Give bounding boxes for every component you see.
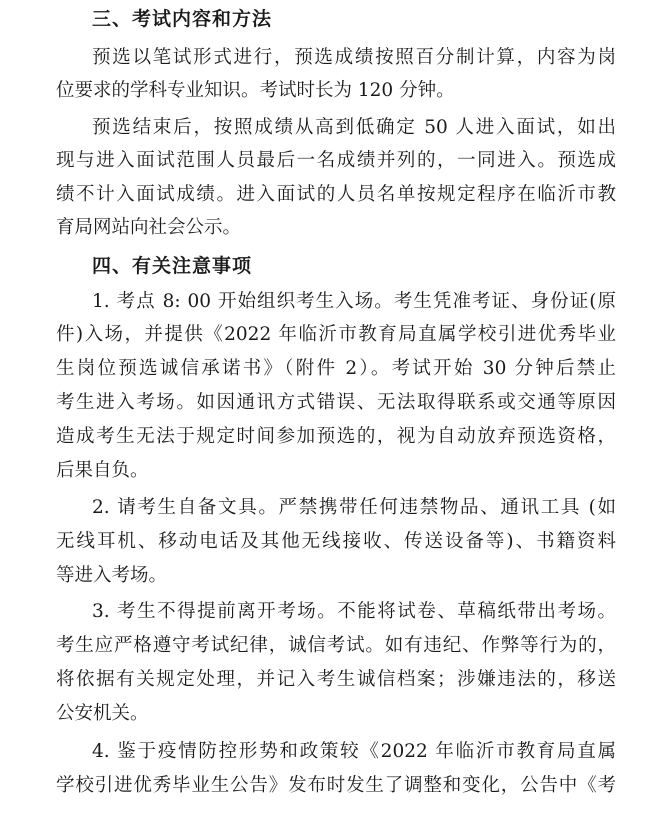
paragraph-line: 公安机关。 [56, 703, 149, 724]
paragraph-line: 预选以笔试形式进行，预选成绩按照百分制计算，内容为岗 [92, 47, 616, 68]
paragraph-line: 生岗位预选诚信承诺书》（附件 2）。考试开始 30 分钟后禁止 [56, 358, 616, 379]
paragraph-line: 位要求的学科专业知识。考试时长为 120 分钟。 [56, 80, 455, 101]
paragraph-line: 后果自负。 [56, 460, 149, 481]
paragraph-line: 学校引进优秀毕业生公告》发布时发生了调整和变化，公告中《考 [56, 775, 616, 796]
paragraph-line: 育局网站向社会公示。 [56, 217, 242, 238]
paragraph-line: 现与进入面试范围人员最后一名成绩并列的，一同进入。预选成 [56, 150, 616, 171]
paragraph-line: 1. 考点 8: 00 开始组织考生入场。考生凭准考证、身份证(原 [92, 291, 616, 312]
paragraph-line: 2. 请考生自备文具。严禁携带任何违禁物品、通讯工具 (如 [92, 497, 616, 518]
paragraph-line: 绩不计入面试成绩。进入面试的人员名单按规定程序在临沂市教 [56, 184, 616, 205]
section-heading-notes: 四、有关注意事项 [92, 255, 253, 277]
paragraph-line: 4. 鉴于疫情防控形势和政策较《2022 年临沂市教育局直属 [92, 741, 616, 762]
paragraph-line: 将依据有关规定处理，并记入考生诚信档案；涉嫌违法的，移送 [56, 669, 616, 690]
paragraph-line: 造成考生无法于规定时间参加预选的，视为自动放弃预选资格， [56, 426, 616, 447]
paragraph-line: 件)入场，并提供《2022 年临沂市教育局直属学校引进优秀毕业 [56, 324, 616, 345]
paragraph-line: 等进入考场。 [56, 565, 168, 586]
paragraph-line: 预选结束后，按照成绩从高到低确定 50 人进入面试，如出 [92, 117, 616, 138]
section-heading-exam-content: 三、考试内容和方法 [92, 8, 273, 30]
paragraph-line: 考生进入考场。如因通讯方式错误、无法取得联系或交通等原因 [56, 392, 616, 413]
paragraph-line: 考生应严格遵守考试纪律，诚信考试。如有违纪、作弊等行为的， [56, 635, 616, 656]
paragraph-line: 3. 考生不得提前离开考场。不能将试卷、草稿纸带出考场。 [92, 601, 616, 622]
paragraph-line: 无线耳机、移动电话及其他无线接收、传送设备等)、书籍资料 [56, 531, 616, 552]
